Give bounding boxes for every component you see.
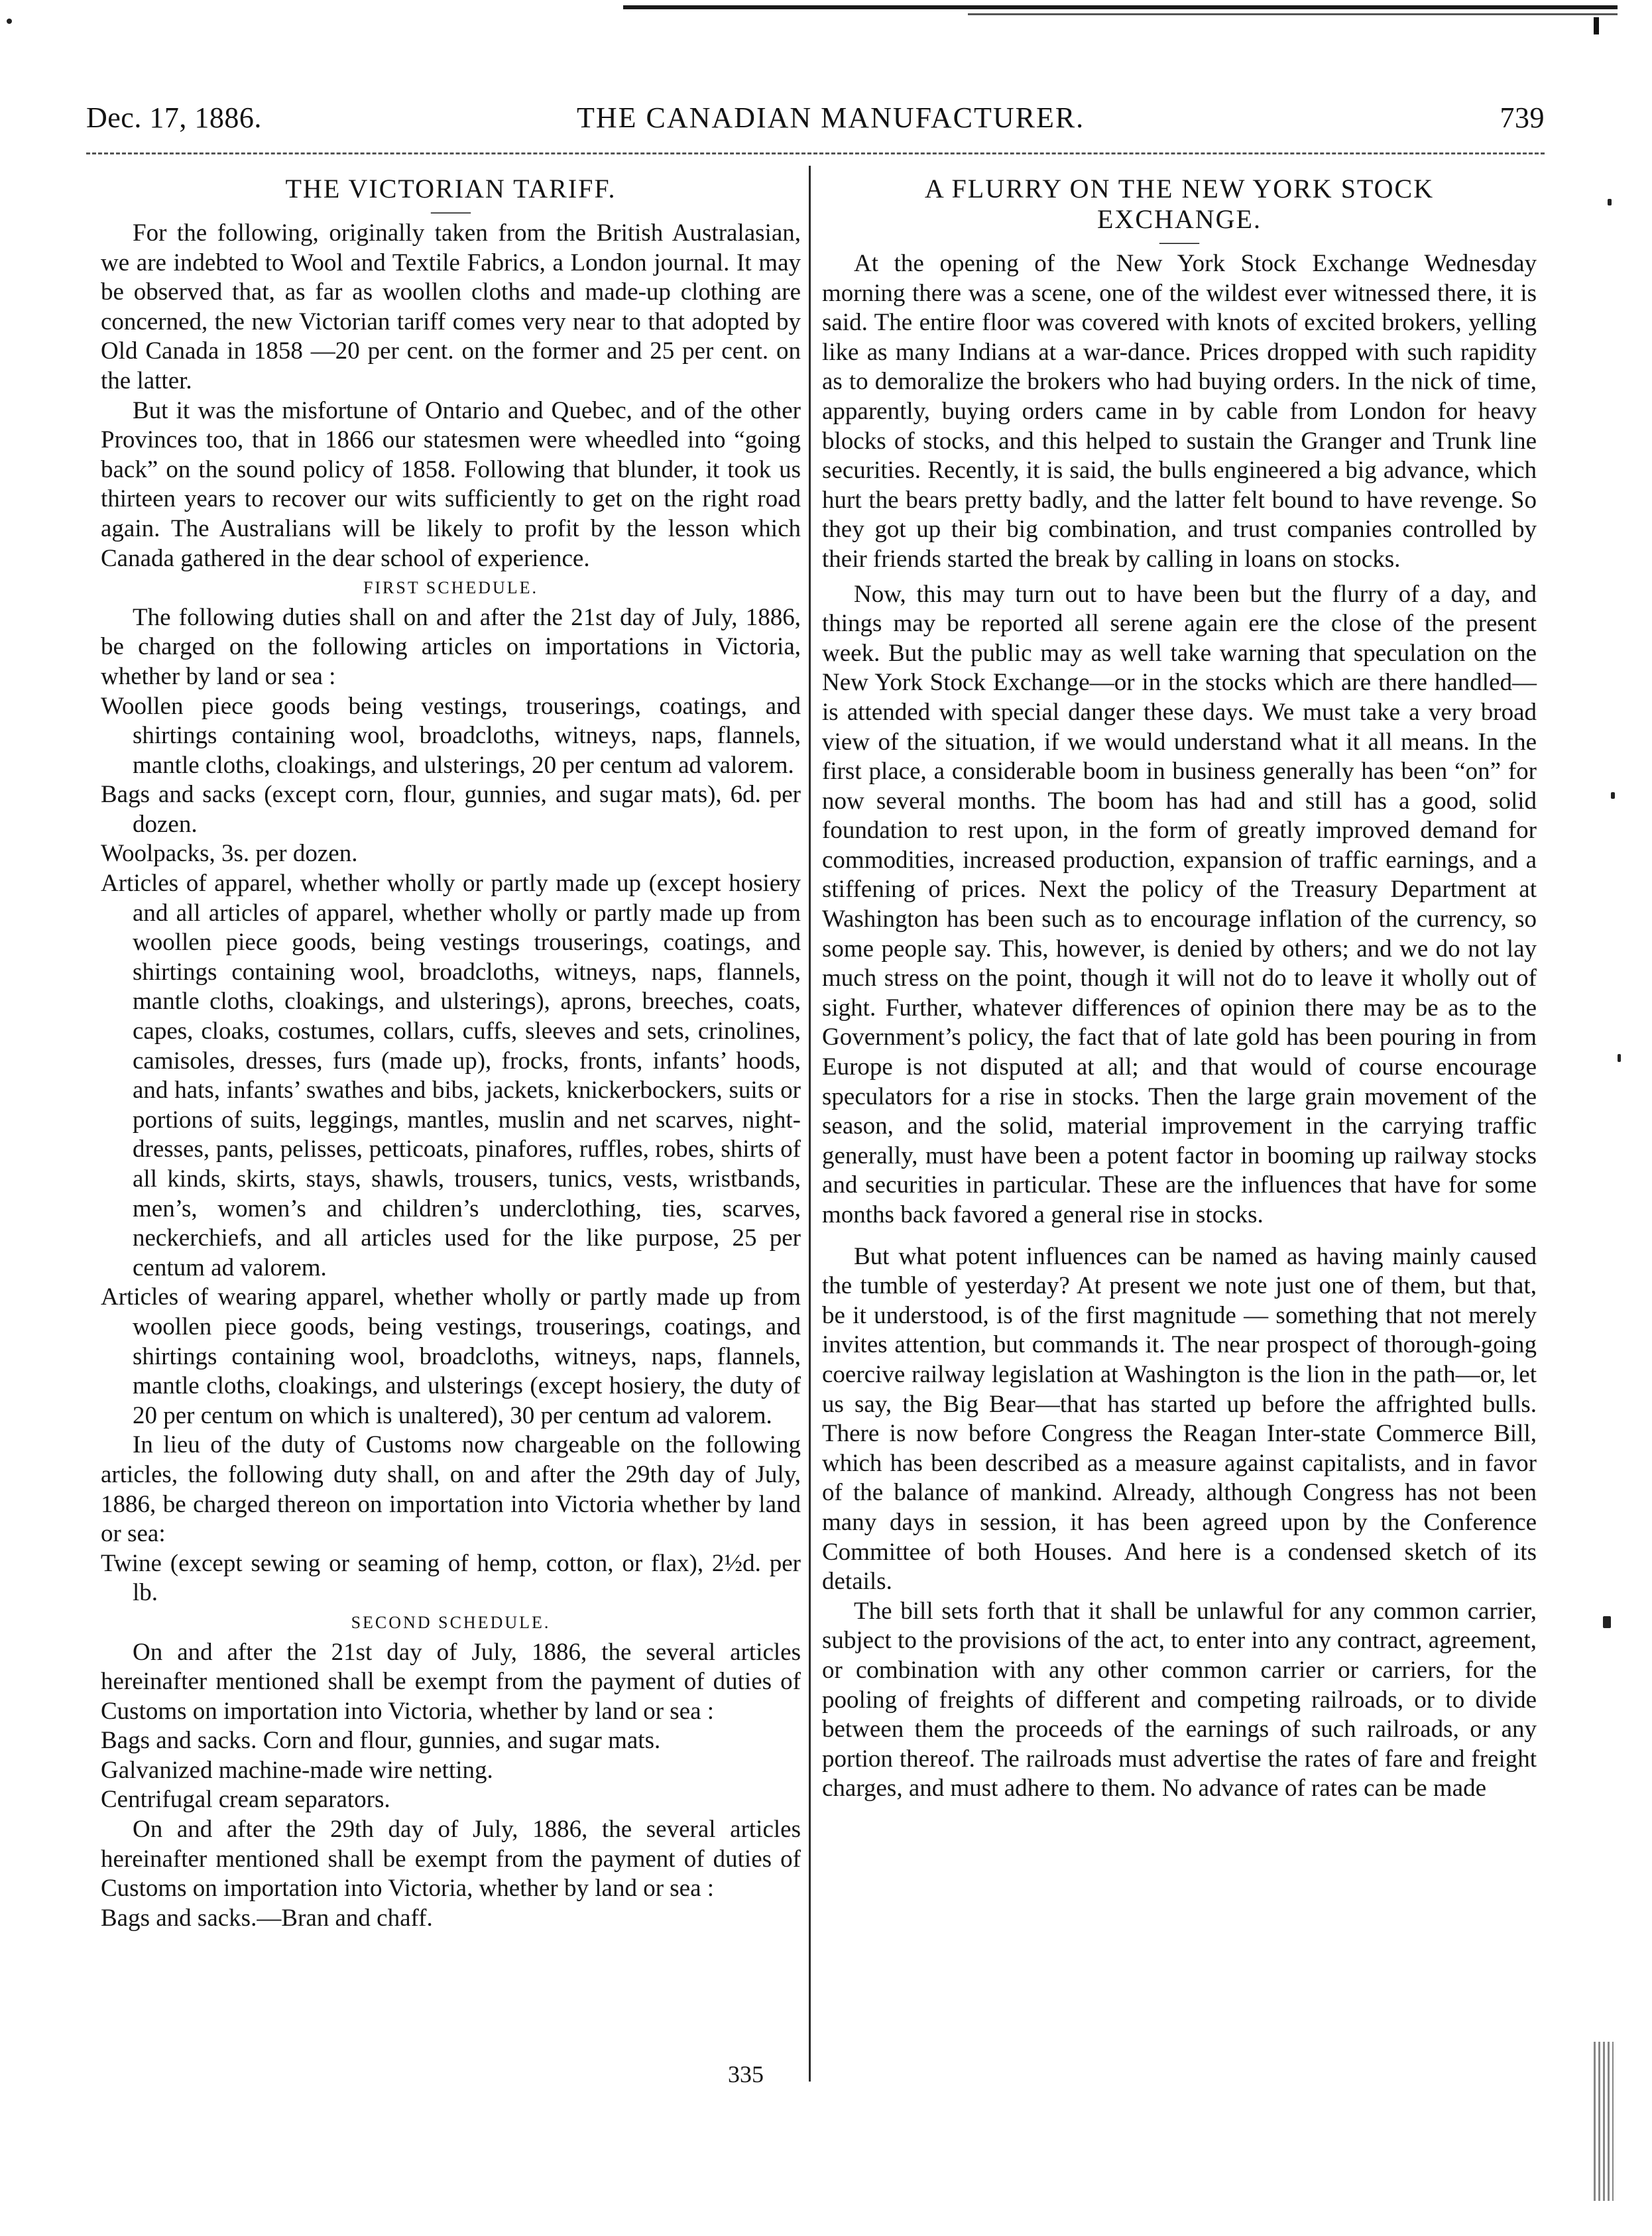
schedule-item: Bags and sacks. Corn and flour, gunnies, and sugar mats. (101, 1727, 661, 1755)
schedule-item: Bags and sacks.—Bran and chaff. (101, 1904, 433, 1932)
header-date: Dec. 17, 1886. (86, 101, 262, 134)
paragraph: On and after the 29th day of July, 1886, the several articles hereinafter mentioned shall be exempt from the payment of duties of Customs on importation into Victoria, whether by land or sea : (101, 1816, 801, 1903)
paragraph: The bill sets forth that it shall be unlawful for any common carrier, subject to the provisions of the act, to enter into any contract, agreement, or combination with any other common carrier or carriers, for the pooling of freights of different and competing railroads, or to divide between them the proceeds of the earnings of such railroads, or any portion thereof. The railroads must advertise the rates of fare and freight charges, and must adhere to them. No advance of rates can be made (822, 1597, 1537, 1802)
scan-speck (1611, 792, 1615, 799)
schedule-item: Woollen piece goods being vestings, trouserings, coatings, and shirtings containing wool, broadcloths, witneys, naps, flannels, mantle cloths, cloakings, and ulsterings, 20 per centum ad valorem. (101, 692, 801, 779)
article-title-stock-exchange-line2: EXCHANGE. (1097, 204, 1262, 234)
header-title: THE CANADIAN MANUFACTURER. (577, 101, 1085, 134)
page-folio: 335 (728, 2061, 764, 2088)
scan-speck (1608, 199, 1612, 206)
schedule-item: Bags and sacks (except corn, flour, gunnies, and sugar mats), 6d. per dozen. (101, 781, 801, 838)
paragraph: On and after the 21st day of July, 1886, the several articles hereinafter mentioned shall be exempt from the payment of duties of Customs on importation into Victoria, whether by land or sea : (101, 1638, 801, 1725)
paragraph: At the opening of the New York Stock Exchange Wednesday morning there was a scene, one of the wildest ever witnessed there, it is said. The entire floor was covered with knots of excited brokers, yelling like as many Indians at a war-dance. Prices dropped with such rapidity as to demoralize the brokers who had buying orders. In the nick of time, apparently, buying orders came in by cable from London for heavy blocks of stocks, and this helped to sustain the Granger and Trunk line securities. Recently, it is said, the bulls engineered a big advance, which hurt the bears pretty badly, and the latter felt bound to have revenge. So they got up their big combination, and trust companies controlled by their friends started the break by calling in loans on stocks. (822, 250, 1537, 573)
schedule-item: Woolpacks, 3s. per dozen. (101, 840, 358, 868)
column-rule (809, 166, 811, 2082)
scan-edge-mark (1594, 17, 1599, 34)
schedule-item: Centrifugal cream separators. (101, 1786, 390, 1814)
paragraph-gap (822, 575, 1537, 580)
header-page-number: 739 (1500, 101, 1545, 134)
scan-edge-bar (623, 5, 1618, 9)
schedule-item: Articles of apparel, whether wholly or partly made up (except hosiery and all articles of apparel, whether wholly or partly made up from woollen piece goods, being vestings trouserings, coatings, and shirtings containing wool, broadcloths, witneys, naps, flannels, mantle cloths, cloakings, and ulsterings), aprons, breeches, coats, capes, cloaks, costumes, collars, cuffs, sleeves and sets, crinolines, camisoles, dresses, furs (made up), frocks, fronts, infants’ hoods, and hats, infants’ swathes and bibs, jackets, knickerbockers, suits or portions of suits, leggings, mantles, muslin and net scarves, night-dresses, pants, pelisses, petticoats, pinafores, ruffles, robes, shirts of all kinds, skirts, stays, shawls, trousers, tunics, vests, wristbands, men’s, women’s and children’s underclothing, ties, scarves, neckerchiefs, and all articles used for the like purpose, 25 per centum ad valorem. (101, 870, 801, 1281)
paragraph: The following duties shall on and after the 21st day of July, 1886, be charged on the following articles on importations in Victoria, whether by land or sea : (101, 603, 801, 690)
article-title-stock-exchange: A FLURRY ON THE NEW YORK STOCK (924, 174, 1435, 204)
paragraph: But it was the misfortune of Ontario and Quebec, and of the other Provinces too, that in 1866 our statesmen were wheedled into “going back” on the sound policy of 1858. Following that blunder, it took us thirteen years to recover our wits sufficiently to get on the right road again. The Australians will be likely to profit by the lesson which Canada gathered in the dear school of experience. (101, 396, 801, 572)
paragraph: In lieu of the duty of Customs now chargeable on the following articles, the following duty shall, on and after the 29th day of July, 1886, be charged thereon on importation into Victoria whether by land or sea: (101, 1431, 801, 1548)
page-header (86, 101, 1545, 147)
title-dash: —— (1159, 231, 1199, 253)
schedule-heading: SECOND SCHEDULE. (351, 1612, 551, 1632)
paragraph-gap (822, 1230, 1537, 1242)
right-column (822, 174, 1537, 1804)
paragraph: For the following, originally taken from the British Australasian, we are indebted to Wool and Textile Fabrics, a London journal. It may be observed that, as far as woollen cloths and made-up clothing are concerned, the new Victorian tariff comes very near to that adopted by Old Canada in 1858 —20 per cent. on the former and 25 per cent. on the latter. (101, 219, 801, 394)
scan-edge-bar (968, 13, 1618, 15)
scan-top-edge (557, 4, 1618, 19)
schedule-heading: FIRST SCHEDULE. (363, 578, 539, 598)
paragraph: Now, this may turn out to have been but the flurry of a day, and things may be reported all serene again ere the close of the present week. But the public may as well take warning that speculation on the New York Stock Exchange—or in the stocks which are there handled—is attended with special danger these days. We must take a very broad view of the situation, if we would understand what it all means. In the first place, a considerable boom in business generally has been “on” for now several months. The boom has had and still has a good, solid foundation to rest upon, in the form of greatly improved demand for commodities, increased production, expansion of traffic earnings, and a stiffening of prices. Next the policy of the Treasury Department at Washington has been such as to encourage inflation of the currency, so some people say. This, however, is denied by others; and we do not lay much stress on the point, though it will not do to leave it wholly out of sight. Further, whatever differences of opinion there may be as to the Government’s policy, the fact that of late gold has been pouring in from Europe is not disputed at all; and that would of course encourage speculators for a rise in stocks. Then the large grain movement of the season, and the solid, material improvement in the carrying traffic generally, must have been a potent factor in booming up railway stocks and securities in particular. These are the influences that have for some months back favored a general rise in stocks. (822, 580, 1537, 1228)
scan-speck (1603, 1616, 1611, 1628)
scan-speck (1618, 1054, 1621, 1062)
title-dash: —— (431, 200, 471, 222)
header-rule (86, 152, 1545, 154)
paragraph: But what potent influences can be named as having mainly caused the tumble of yesterday? At present we note just one of them, but that, be it understood, is of the first magnitude — something that not merely invites attention, but commands it. The near prospect of thorough-going coercive railway legislation at Washington is the lion in the path—or, let us say, the Big Bear—that has started up before the affrighted bulls. There is now before Congress the Reagan Inter-state Commerce Bill, which has been described as a measure against capitalists, and in favor of the balance of mankind. Already, although Congress has not been many days in session, it has been agreed upon by the Conference Committee of both Houses. And here is a condensed sketch of its details. (822, 1242, 1537, 1596)
schedule-item: Articles of wearing apparel, whether wholly or partly made up from woollen piece goods, being vestings, trouserings, coatings, and shirtings containing wool, broadcloths, witneys, naps, flannels, mantle cloths, cloakings, and ulsterings (except hosiery, the duty of 20 per centum on which is unaltered), 30 per centum ad valorem. (101, 1283, 801, 1429)
schedule-item: Galvanized machine-made wire netting. (101, 1756, 493, 1784)
left-column (101, 174, 801, 1933)
schedule-item: Twine (except sewing or seaming of hemp, cotton, or flax), 2½d. per lb. (101, 1549, 801, 1607)
scan-speck (7, 19, 12, 24)
article-title-victorian-tariff: THE VICTORIAN TARIFF. (285, 174, 617, 204)
scan-binding-edge (1594, 2042, 1614, 2201)
